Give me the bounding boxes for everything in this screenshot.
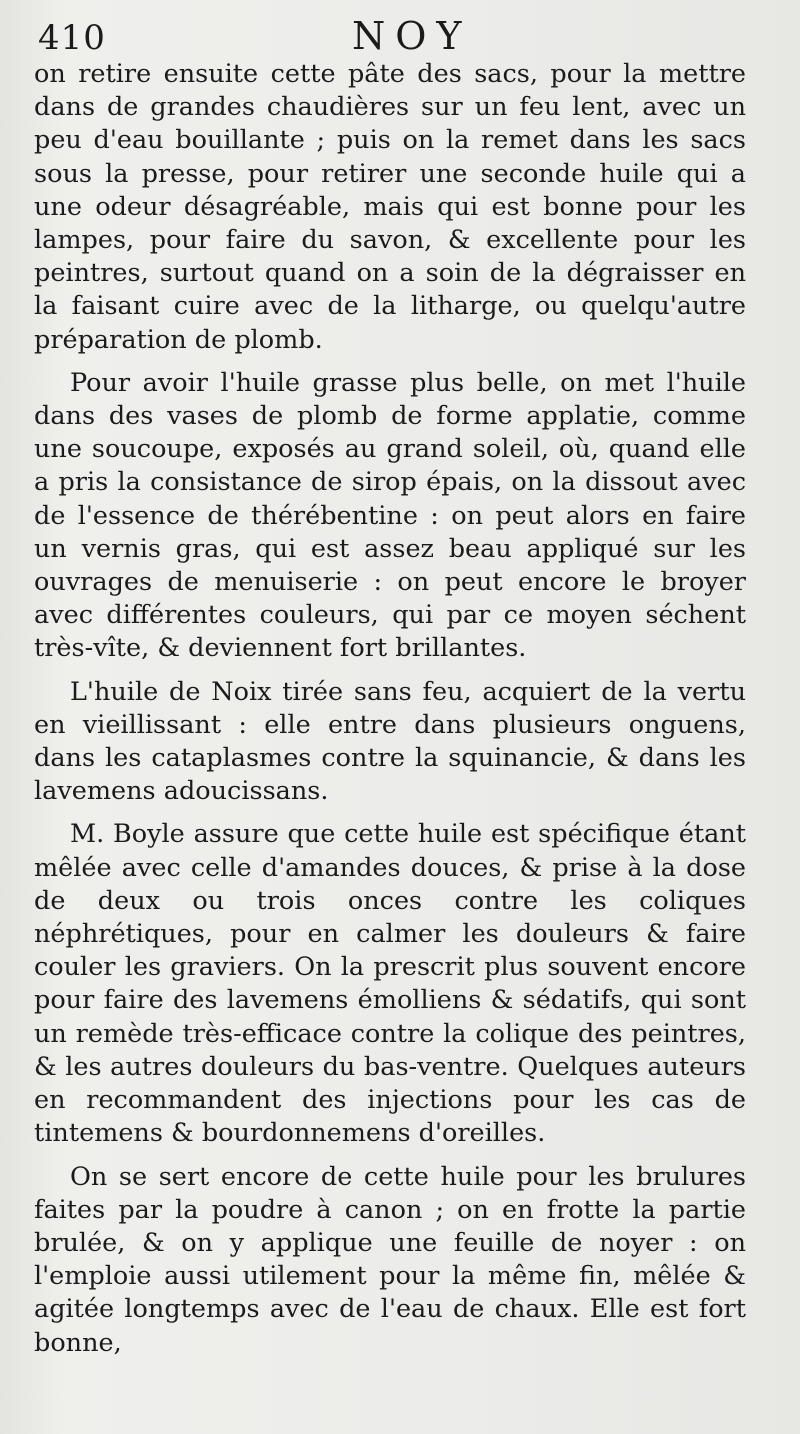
paragraph-huile-sans-feu: L'huile de Noix tirée sans feu, acquiert de la vertu en vieillissant : elle entre dans plusieurs onguens, dans les cataplasmes contre la squinancie, & dans les lavemens adoucissans.	[34, 676, 746, 807]
page-number: 410	[38, 18, 106, 58]
paragraph-boyle: M. Boyle assure que cette huile est spécifique étant mêlée avec celle d'amandes douces, & prise à la dose de deux ou trois onces contre les coliques néphrétiques, pour en calmer les douleurs & faire couler les graviers. On la prescrit plus souvent encore pour faire des lavemens émolliens & sédatifs, qui sont un remède très-efficace contre la colique des peintres, & les autres douleurs du bas-ventre. Quelques auteurs en recommandent des injections pour les cas de tintemens & bourdonnemens d'oreilles.	[34, 819, 746, 1149]
paragraph-continuation: on retire ensuite cette pâte des sacs, pour la mettre dans de grandes chaudières sur un feu lent, avec un peu d'eau bouillante ; puis on la remet dans les sacs sous la presse, pour retirer une seconde huile qui a une odeur désagréable, mais qui est bonne pour les lampes, pour faire du savon, & excellente pour les peintres, surtout quand on a soin de la dégraisser en la faisant cuire avec de la litharge, ou quelqu'autre préparation de plomb.	[34, 59, 746, 355]
paragraph-huile-grasse: Pour avoir l'huile grasse plus belle, on met l'huile dans des vases de plomb de forme applatie, comme une soucoupe, exposés au grand soleil, où, quand elle a pris la consistance de sirop épais, on la dissout avec de l'essence de thérébentine : on peut alors en faire un vernis gras, qui est assez beau appliqué sur les ouvrages de menuiserie : on peut encore le broyer avec différentes couleurs, qui par ce moyen séchent très-vîte, & deviennent fort brillantes.	[34, 367, 746, 664]
page-header	[32, 14, 772, 60]
paragraph-brulures: On se sert encore de cette huile pour les brulures faites par la poudre à canon ; on en frotte la partie brulée, & on y applique une feuille de noyer : on l'emploie aussi utilement pour la même fin, mêlée & agitée longtemps avec de l'eau de chaux. Elle est fort bonne,	[34, 1161, 746, 1358]
running-head: NOY	[352, 14, 472, 58]
body-text	[34, 58, 746, 1370]
